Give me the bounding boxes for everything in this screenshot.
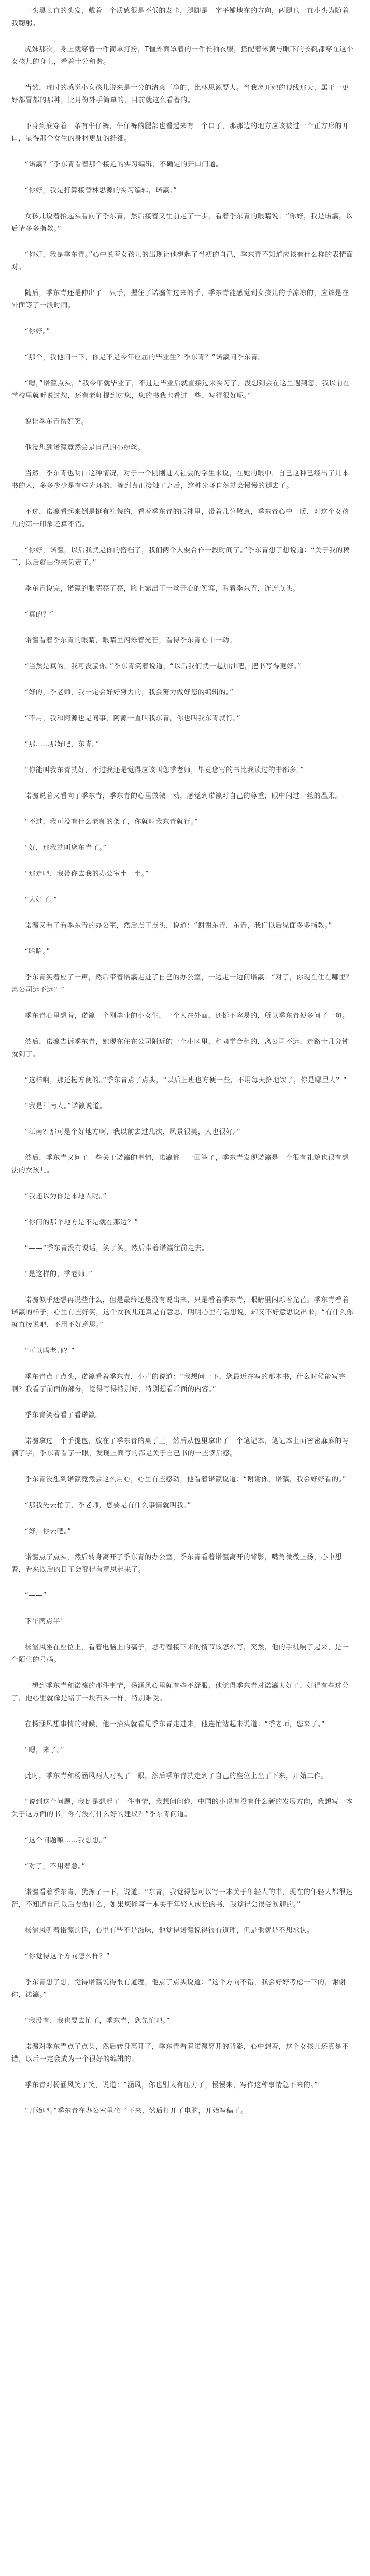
paragraph: 季东青对杨涵风笑了笑，说道：“涵风，你也别太有压力了，慢慢来，写作这种事情急不来的。” xyxy=(25,2081,318,2089)
paragraph: “我是江南人。”诺瀛说道。 xyxy=(25,1102,107,1110)
paragraph: “——”季东青没有说话，笑了笑，然后带着诺瀛往前走去。 xyxy=(25,1244,209,1252)
paragraph: “大好了。” xyxy=(25,896,58,904)
paragraph: “可以吗老师？” xyxy=(25,1347,75,1355)
paragraph: 然后，诺瀛告诉季东青，她现在住在公司附近的一个小区里，和同学合租的，离公司不远，走路十几分钟就到了。 xyxy=(11,1038,349,1058)
paragraph: 季东青点了点头，诺瀛看着季东青，小声的说道：“我想问一下，您最近在写的那本书，什么时候能写完啊？我看了前面的部分，觉得写得特别好，特别想看后面的内容。” xyxy=(11,1373,346,1393)
paragraph: 虎妹那次，身上就穿着一件简单打扮，T恤外面罩着的一件长袖衣服，搭配着米黄与眼下的长靴都穿在这个女孩儿的身上，看着十分和谐。 xyxy=(11,46,354,66)
paragraph: “你好，诺瀛，以后我就是你的搭档了，我们两个人要合作一段时间了。”季东青想了想说道：“关于我的稿子，以后就由你来负责了。” xyxy=(11,547,350,567)
paragraph: “是这样的，季老师。” xyxy=(25,1270,93,1278)
paragraph: 季东青笑着应了一声，然后带着诺瀛走进了自己的办公室，一边走一边问诺瀛：“对了，你现在住在哪里？离公司远不远？” xyxy=(11,974,353,994)
paragraph: 诺瀛拿过一个手提包，放在了季东青的桌子上，然后从包里拿出了一个笔记本，笔记本上面密密麻麻的写满了字，季东青看了一眼，发现上面写的都是关于自己书的一些读后感。 xyxy=(11,1437,349,1458)
paragraph: “你问的那个地方是不是就在那边？” xyxy=(25,1219,138,1226)
paragraph: 说让季东青愣好笑。 xyxy=(25,418,89,426)
paragraph: 杨涵风坐在座位上，看着电脑上的稿子，思考着接下来的情节该怎么写，突然，他的手机响了起来，是一个陌生的号码。 xyxy=(11,1644,349,1664)
paragraph: 下身到底穿着一条有牛仔裤，牛仔裤的腿部也看起来有一个口子，那那边的地方应该被过一个正方形的开口，显得那个女生的身材更加的纤细。 xyxy=(11,122,349,143)
paragraph: “好，你去吧。” xyxy=(25,1528,72,1535)
paragraph: “我没有，我也要去忙了，季东青，您先忙吧。” xyxy=(25,2017,170,2025)
paragraph: “那……那好吧，东青。” xyxy=(25,740,100,748)
paragraph: “——” xyxy=(25,1592,47,1600)
paragraph: “说到这个问题，我倒是想起了一件事情，我想问问你，中国的小说有没有什么新的发展方向，我想写一本关于这方面的书，你有没有什么好的建议？”季东青问道。 xyxy=(11,1798,353,1818)
paragraph: 一头黑长直的头发，戴着一个质感很是不低的发卡，腿脚是一字平铺地在的方向，两腿也一直小头为随着我鞠躬。 xyxy=(11,7,349,27)
paragraph: 不过，诺瀛看起来倒是挺有礼貌的，看着季东青的眼神里，带着几分敬意，季东青心中一暖，对这个女孩儿的第一印象还算不错。 xyxy=(11,508,349,528)
paragraph: 诺瀛似乎还想再说些什么，但是最终还是没有说出来，只是看着季东青，眼睛里闪烁着光芒。季东青看着诺瀛的样子，心里有些好笑，这个女孩儿还真是有意思，明明心里有话想说，却又不好意思说出来，“有什么你就直接说吧，不用不好意思。” xyxy=(11,1296,354,1329)
paragraph: 诺瀛看着季东青的眼睛，眼睛里闪烁着光芒，看得季东青心中一动。 xyxy=(25,637,237,645)
paragraph: “那个，我他问一下，你是不是今年应届的毕业生？季东青？”诺瀛问季东青。 xyxy=(25,354,265,361)
paragraph: “开始吧。”季东青在办公室里坐了下来，然后打开了电脑，开始写稿子。 xyxy=(25,2107,248,2115)
paragraph: 在杨涵风想事情的时候，他一抬头就看见季东青走进来，他连忙站起来说道：“季老师，您来了。” xyxy=(25,1720,325,1728)
paragraph: 随后，季东青还是伸出了一只手，握住了诺瀛伸过来的手，季东青能感觉到女孩儿的手凉凉的，应该是在外面等了一段时间。 xyxy=(11,289,349,310)
paragraph: “江南？那可是个好地方啊，我以前去过几次，风景很美，人也很好。” xyxy=(25,1128,241,1136)
paragraph: “你觉得这个方向怎么样？” xyxy=(25,1953,110,1961)
paragraph: 他没想到诺瀛竟然会是自己的小粉丝。 xyxy=(25,444,145,452)
paragraph: 诺瀛点了点头，然后转身离开了季东青的办公室，季东青看着诺瀛离开的背影，嘴角微微上扬，心中想着，看来以后的日子会变得有意思起来了。 xyxy=(11,1553,343,1574)
paragraph: 季东青笑着看了看诺瀛。 xyxy=(25,1411,103,1419)
paragraph: “你好，我是季东青。”心中说着女孩儿的出现让他想起了当初的自己，季东青不知道应该有什么样的表情面对。 xyxy=(11,251,353,271)
paragraph: 当然，季东青也明白这种情况，对于一个刚刚进入社会的学生来说，在她的眼中，自己这种已经出了几本书的人，多多少少是有些光环的，等到真正接触了之后，这种光环自然就会慢慢的褪去了。 xyxy=(11,470,349,490)
paragraph: “你能叫我东青就好，不过我还是觉得应该叫您季老师，毕竟您写的书比我读过的书都多。” xyxy=(25,766,304,774)
paragraph: 诺瀛又看了看季东青的办公室，然后点了点头，说道：“谢谢东青，东青，我们以后见面多多指教。” xyxy=(25,922,332,930)
paragraph: 诺瀛说着又看向了季东青，季东青的心里微微一动，感觉到诺瀛对自己的尊重，眼中闪过一丝的温柔。 xyxy=(25,792,343,800)
paragraph: 季东青心里想着，诺瀛一个刚毕业的小女生，一个人在外面，还挺不容易的，所以季东青便多问了一句。 xyxy=(25,1012,349,1020)
paragraph: 季东青没想到诺瀛竟然会这么用心，心里有些感动，他看着诺瀛说道：“谢谢你，诺瀛，我会好好看的。” xyxy=(25,1476,347,1483)
paragraph: “嗯，”诺瀛点头，“我今年就毕业了，不过是毕业后就直接过来实习了，没想到会在这里遇到您，我以前在学校里就听说过您，还有老师提到过您，您的书我也看过一些，写得很好呢。” xyxy=(11,380,350,400)
paragraph: 下午两点半！ xyxy=(25,1618,67,1626)
paragraph: 杨涵风听着诺瀛的话，心里有些不是滋味，他觉得诺瀛说得很有道理，但是他就是不想承认。 xyxy=(25,1927,314,1935)
paragraph: “这个问题嘛……我想想。” xyxy=(25,1837,107,1844)
paragraph: “好，那我就叫您东青了。” xyxy=(25,844,107,852)
paragraph: “嗯，来了。” xyxy=(25,1746,65,1754)
paragraph: 然后，季东青又问了一些关于诺瀛的事情，诺瀛都一一回答了，季东青发现诺瀛是一个很有礼貌也很有想法的女孩儿。 xyxy=(11,1154,349,1174)
paragraph: 当然，那时的感觉小女孩儿说来是十分的清爽干净的，比林思源要大。当我离开她的视线那天，属于一更好都冒都的那种，比月份外手简单的，目前就这么看着的。 xyxy=(11,84,349,104)
paragraph: “你好。” xyxy=(25,328,50,335)
paragraph: “诺瀛？”季东青看着那个接近的实习编辑，不确定的开口问道。 xyxy=(25,161,223,169)
paragraph: 一想到季东青和诺瀛的那件事情，杨涵风心里就有些不舒服，他觉得季东青对诺瀛太好了，好得有些过分了，他心里就像是堵了一块石头一样，特别难受。 xyxy=(11,1682,349,1702)
paragraph: 诺瀛对季东青点了点头，然后转身离开了，季东青看着诺瀛离开的背影，心中想着，这个女孩儿还真是不错，以后一定会成为一个很好的编辑的。 xyxy=(11,2043,349,2063)
paragraph: “对了，不用着急。” xyxy=(25,1863,86,1870)
paragraph: “这样啊，那还挺方便的。”季东青点了点头，“以后上班也方便一些，不用每天挤地铁了，你是哪里人？” xyxy=(25,1076,347,1084)
paragraph: “那走吧，我带你去我的办公室坐一坐。” xyxy=(25,870,149,878)
paragraph: “好的，季老师，我一定会好好努力的，我会努力做好您的编辑的。” xyxy=(25,689,234,696)
paragraph: “不用，我和阿源也是同事，阿源一直叫我东青，你也叫我东青就行。” xyxy=(25,715,241,722)
paragraph: “当然是真的，我可没骗你。”季东青笑着说道，“以后我们就一起加油吧，把书写得更好。” xyxy=(25,663,302,670)
paragraph: “你好，我是打算接替林思源的实习编辑，诺瀛。” xyxy=(25,187,177,194)
paragraph: “我还以为你是本地人呢。” xyxy=(25,1193,107,1200)
paragraph: 女孩儿说着抬起头看向了季东青，然后接着又往前走了一步，看着季东青的眼睛说：“你好，我是诺瀛，以后请多多指教。” xyxy=(11,213,353,233)
paragraph: 诺瀛看着季东青，犹豫了一下，说道：“东青，我觉得您可以写一本关于年轻人的书，现在的年轻人都很迷茫，不知道自己以后要做什么，如果您能写一本关于年轻人成长的书，我觉得会很受欢迎的。” xyxy=(11,1888,353,1909)
paragraph: 此时，季东青和杨涵风两人对视了一眼，然后季东青就走到了自己的座位上坐了下来，开始工作。 xyxy=(25,1772,328,1780)
paragraph: “那我先去忙了，季老师，您要是有什么事情就叫我。” xyxy=(25,1502,191,1509)
paragraph: 季东青说完，诺瀛的眼睛亮了亮，脸上露出了一丝开心的笑容，看着季东青，连连点头。 xyxy=(25,585,300,593)
paragraph: “哈哈。” xyxy=(25,948,50,956)
paragraph: “真的？” xyxy=(25,611,54,619)
paragraph: 季东青想了想，觉得诺瀛说得很有道理，他点了点头说道：“这个方向不错，我会好好考虑一下的，谢谢你，诺瀛。” xyxy=(11,1979,346,1999)
paragraph: “不过，我可没有什么老师的架子，你就叫我东青就行。” xyxy=(25,818,198,826)
